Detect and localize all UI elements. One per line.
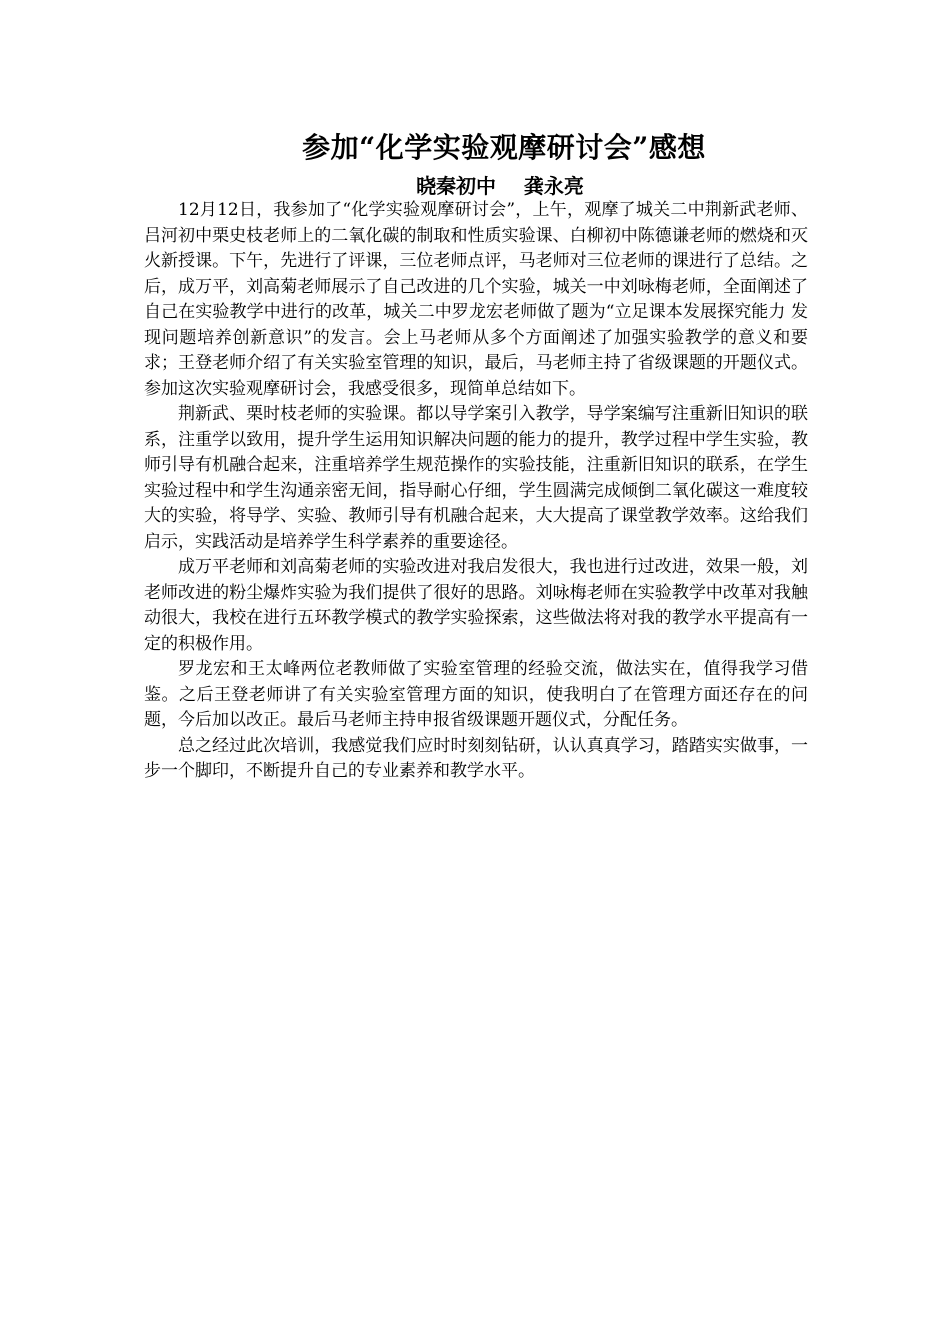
paragraph-5: 总之经过此次培训，我感觉我们应时时刻刻钻研，认认真真学习，踏踏实实做事，一步一个脚印，不断提升自己的专业素养和教学水平。 bbox=[144, 735, 808, 781]
paragraph-2: 荆新武、栗时枝老师的实验课。都以导学案引入教学，导学案编写注重新旧知识的联系，注重学以致用，提升学生运用知识解决问题的能力的提升，教学过程中学生实验，教师引导有机融合起来，注重培养学生规范操作的实验技能，注重新旧知识的联系，在学生实验过程中和学生沟通亲密无间，指导耐心仔细，学生圆满完成倾倒二氧化碳这一难度较大的实验，将导学、实验、教师引导有机融合起来，大大提高了课堂教学效率。这给我们启示，实践活动是培养学生科学素养的重要途径。 bbox=[144, 404, 808, 552]
author-byline: 晓秦初中 龚永亮 bbox=[416, 174, 584, 198]
document-title: 参加“化学实验观摩研讨会”感想 bbox=[302, 131, 706, 164]
paragraph-3: 成万平老师和刘高菊老师的实验改进对我启发很大，我也进行过改进，效果一般，刘老师改进的粉尘爆炸实验为我们提供了很好的思路。刘咏梅老师在实验教学中改革对我触动很大，我校在进行五环教学模式的教学实验探索，这些做法将对我的教学水平提高有一定的积极作用。 bbox=[144, 557, 808, 654]
paragraph-4: 罗龙宏和王太峰两位老教师做了实验室管理的经验交流，做法实在，值得我学习借鉴。之后王登老师讲了有关实验室管理方面的知识，使我明白了在管理方面还存在的问题，今后加以改正。最后马老师主持申报省级课题开题仪式，分配任务。 bbox=[144, 659, 808, 730]
document-body bbox=[144, 198, 808, 785]
paragraph-1: 12月12日，我参加了“化学实验观摩研讨会”，上午，观摩了城关二中荆新武老师、吕河初中栗史枝老师上的二氧化碳的制取和性质实验课、白柳初中陈德谦老师的燃烧和灭火新授课。下午，先进行了评课，三位老师点评，马老师对三位老师的课进行了总结。之后，成万平，刘高菊老师展示了自己改进的几个实验，城关一中刘咏梅老师，全面阐述了自己在实验教学中进行的改革，城关二中罗龙宏老师做了题为“立足课本发展探究能力 发现问题培养创新意识”的发言。会上马老师从多个方面阐述了加强实验教学的意义和要求；王登老师介绍了有关实验室管理的知识，最后，马老师主持了省级课题的开题仪式。参加这次实验观摩研讨会，我感受很多，现简单总结如下。 bbox=[144, 200, 808, 399]
